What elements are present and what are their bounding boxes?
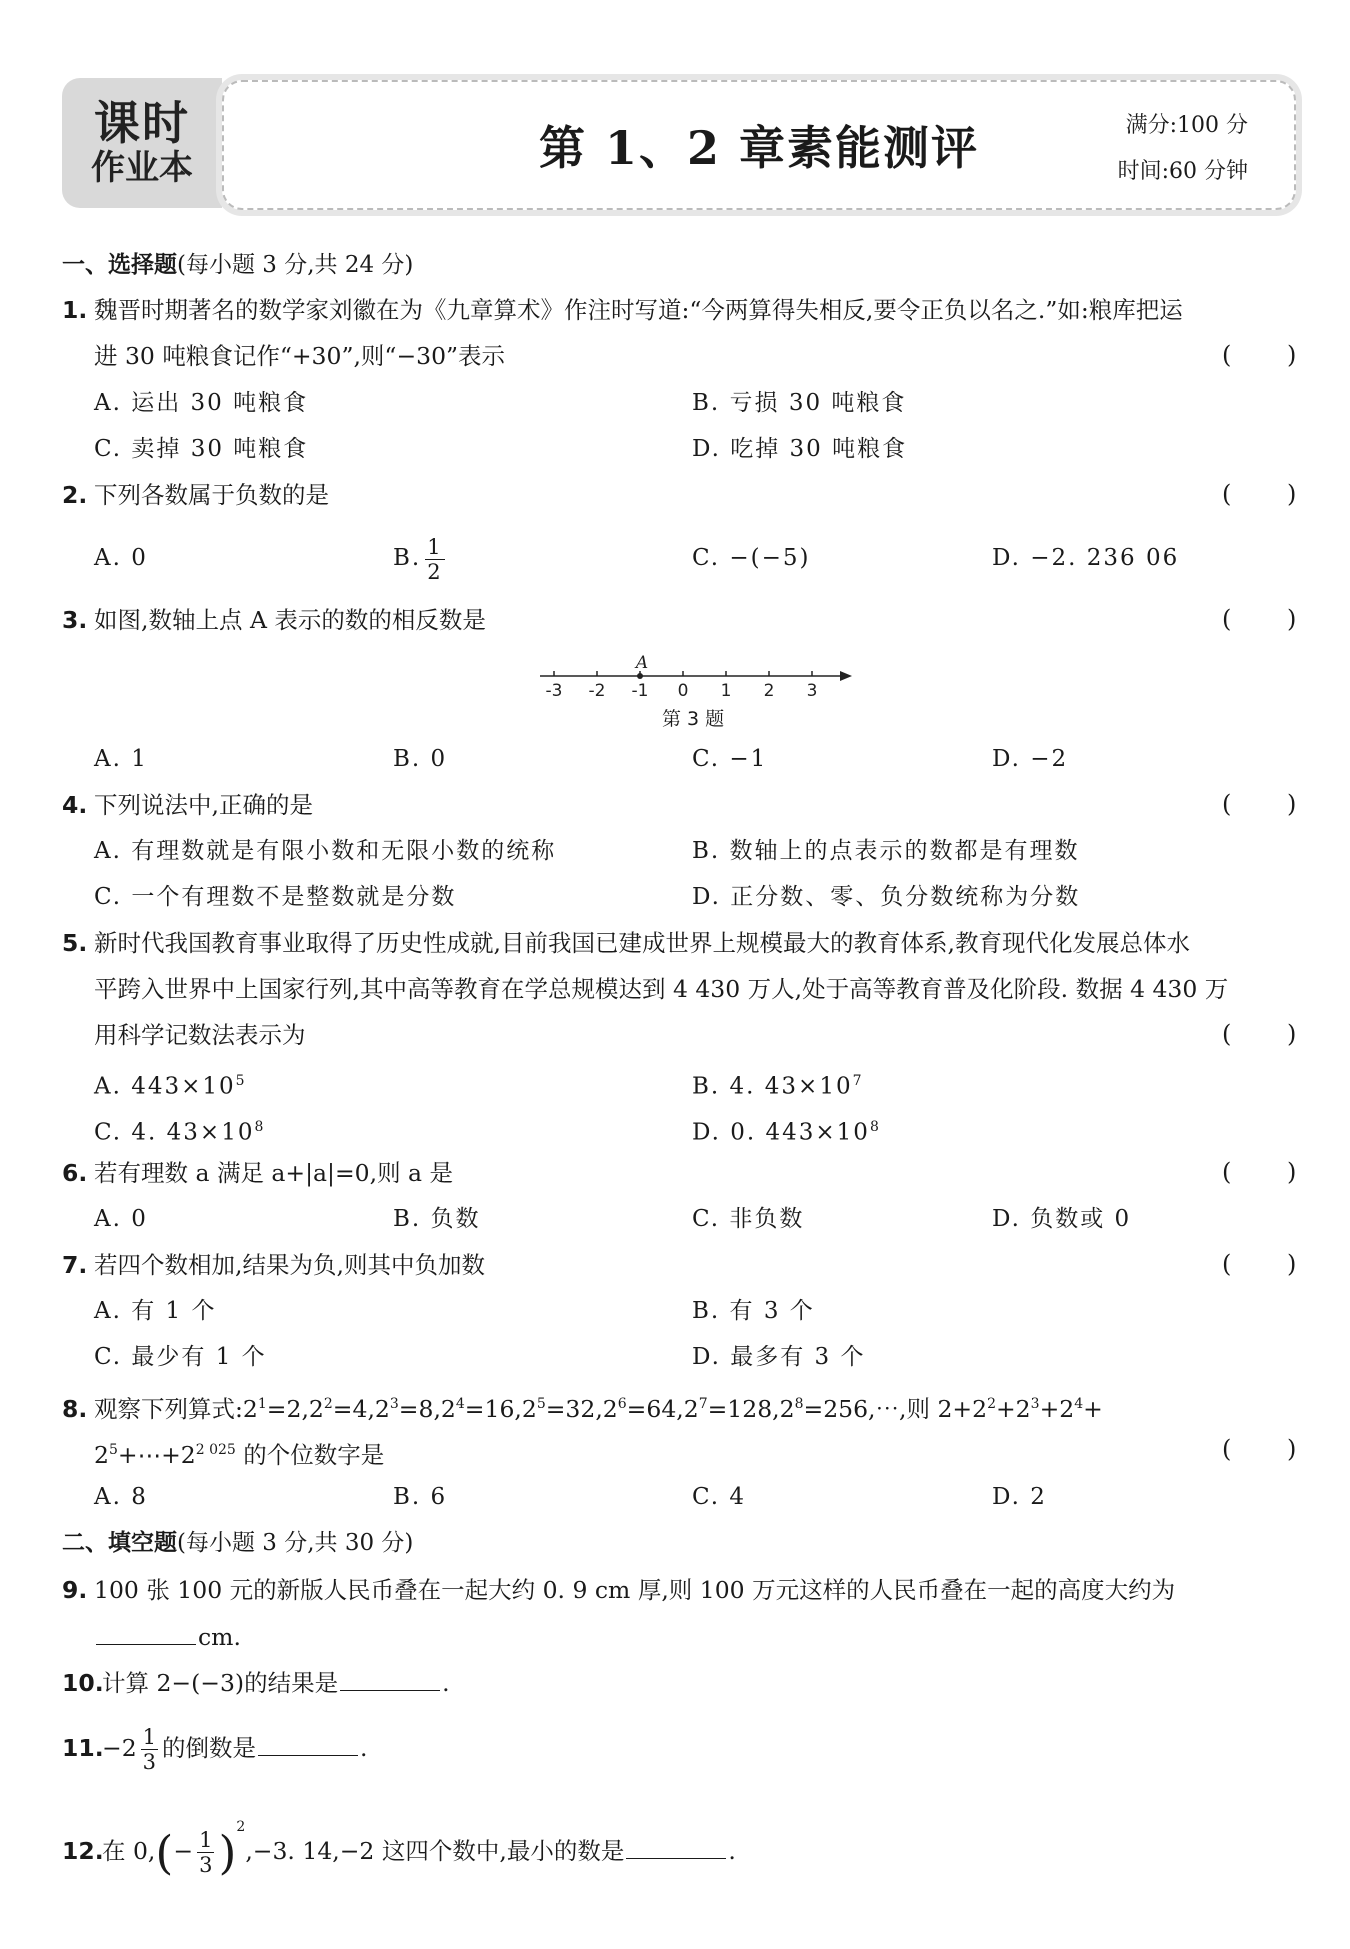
time-label: 时间:60 分钟 xyxy=(1117,159,1248,184)
q8-option-d: D. 2 xyxy=(992,1484,1047,1510)
q2-fraction: $\frac{1}{2}$ xyxy=(427,534,443,584)
q7-option-b: B. 有 3 个 xyxy=(692,1298,815,1324)
q2-option-d: D. −2. 236 06 xyxy=(992,545,1180,571)
q11-answer-blank[interactable] xyxy=(258,1733,358,1756)
q5-line3: 用科学记数法表示为 xyxy=(94,1021,306,1049)
q8-answer-paren: ( ) xyxy=(1222,1435,1321,1463)
number-line-tick-label: 2 xyxy=(763,681,775,701)
q4-option-d: D. 正分数、零、负分数统称为分数 xyxy=(692,884,1081,910)
q9-answer-blank[interactable] xyxy=(96,1622,196,1645)
logo-line2: 作业本 xyxy=(91,148,193,188)
logo-line1: 课时 xyxy=(94,96,190,150)
q4-answer-paren: ( ) xyxy=(1222,790,1321,818)
q7-answer-paren: ( ) xyxy=(1222,1250,1321,1278)
q7-option-c: C. 最少有 1 个 xyxy=(94,1344,267,1370)
q5-line2: 平跨入世界中上国家行列,其中高等教育在学总规模达到 4 430 万人,处于高等教育普及化阶段. 数据 4 430 万 xyxy=(94,975,1229,1003)
number-line-tick-label: -2 xyxy=(588,681,606,701)
q9-line2: cm. xyxy=(94,1622,241,1652)
q2-text: 2. 下列各数属于负数的是 xyxy=(62,481,329,509)
q2-option-a: A. 0 xyxy=(94,545,148,571)
number-line-arrow xyxy=(840,671,852,681)
q10-text: 10.计算 2−(−3)的结果是 . xyxy=(62,1669,450,1697)
q4-option-a: A. 有理数就是有限小数和无限小数的统称 xyxy=(94,838,557,864)
section2-heading: 二、填空题(每小题 3 分,共 30 分) xyxy=(62,1530,414,1556)
q1-option-a: A. 运出 30 吨粮食 xyxy=(94,390,309,416)
title-box xyxy=(222,80,1296,210)
q8-option-b: B. 6 xyxy=(393,1484,448,1510)
q7-text: 7. 若四个数相加,结果为负,则其中负加数 xyxy=(62,1251,485,1279)
q5-answer-paren: ( ) xyxy=(1222,1020,1321,1048)
point-a-label: A xyxy=(635,653,649,673)
q1-option-c: C. 卖掉 30 吨粮食 xyxy=(94,436,309,462)
q2-answer-paren: ( ) xyxy=(1222,480,1321,508)
q6-option-d: D. 负数或 0 xyxy=(992,1206,1132,1232)
q3-figure-caption: 第 3 题 xyxy=(662,708,725,730)
q3-option-b: B. 0 xyxy=(393,746,448,772)
number-line-tick-label: 1 xyxy=(720,681,732,701)
q10-answer-blank[interactable] xyxy=(340,1668,440,1691)
q11-fraction: $\frac{1}{3}$ xyxy=(142,1725,157,1774)
q11-text: 11.−2 $\frac{1}{3}$ 的倒数是 . xyxy=(62,1725,368,1774)
q6-answer-paren: ( ) xyxy=(1222,1158,1321,1186)
q5-option-b: B. 4. $43\times 10^7$ xyxy=(692,1073,864,1100)
q1-line2: 进 30 吨粮食记作“+30”,则“−30”表示 xyxy=(94,342,506,370)
number-line-tick-label: 3 xyxy=(806,681,818,701)
logo xyxy=(62,78,222,208)
score-label: 满分:100 分 xyxy=(1125,113,1248,138)
q1-line1: 1. 魏晋时期著名的数学家刘徽在为《九章算术》作注时写道:“今两算得失相反,要令正负以名之.”如:粮库把运 xyxy=(62,296,1183,324)
q8-line1-text: 观察下列算式$:2^1=2,2^2=4,2^3=8,2^4=16,2^5=32,2^6=64,2^7=128,2^8=256,\cdots$,则 $2+2^2+2^3+2^4+$ xyxy=(94,1394,1103,1423)
q3-option-d: D. −2 xyxy=(992,746,1069,772)
q8-line2: $2^5+\cdots+2^{2 025}$ 的个位数字是 xyxy=(94,1440,385,1469)
q3-option-a: A. 1 xyxy=(94,746,148,772)
q6-option-c: C. 非负数 xyxy=(692,1206,805,1232)
q9-line1: 9. 100 张 100 元的新版人民币叠在一起大约 0. 9 cm 厚,则 100 万元这样的人民币叠在一起的高度大约为 xyxy=(62,1576,1176,1604)
q7-option-a: A. 有 1 个 xyxy=(94,1298,217,1324)
q5-option-d: D. 0. $443\times 10^8$ xyxy=(692,1119,881,1146)
q5-option-a: A. $443\times 10^5$ xyxy=(94,1073,247,1100)
q3-text: 3. 如图,数轴上点 A 表示的数的相反数是 xyxy=(62,606,486,634)
q4-text: 4. 下列说法中,正确的是 xyxy=(62,791,313,819)
q4-option-b: B. 数轴上的点表示的数都是有理数 xyxy=(692,838,1080,864)
q8-option-c: C. 4 xyxy=(692,1484,747,1510)
q6-option-a: A. 0 xyxy=(94,1206,148,1232)
section1-heading: 一、选择题(每小题 3 分,共 24 分) xyxy=(62,252,414,278)
q12-fraction: $\frac{1}{3}$ xyxy=(199,1828,213,1877)
q8-option-a: A. 8 xyxy=(94,1484,148,1510)
q3-option-c: C. −1 xyxy=(692,746,768,772)
q1-option-b: B. 亏损 30 吨粮食 xyxy=(692,390,907,416)
point-a-marker xyxy=(637,673,643,679)
number-line-tick-label: -1 xyxy=(631,681,649,701)
number-line-tick-label: 0 xyxy=(677,681,689,701)
q8-line1: 8. 观察下列算式$:2^1=2,2^2=4,2^3=8,2^4=16,2^5=32,2^6=64,2^7=128,2^8=256,\cdots$,则 $2+2^2+2^3+2^4+$ xyxy=(62,1394,1103,1423)
page-title: 第 1、2 章素能测评 xyxy=(538,121,980,175)
q1-option-d: D. 吃掉 30 吨粮食 xyxy=(692,436,908,462)
q1-answer-paren: ( ) xyxy=(1222,341,1321,369)
q7-option-d: D. 最多有 3 个 xyxy=(692,1344,866,1370)
q5-option-c: C. 4. $43\times 10^8$ xyxy=(94,1119,266,1146)
q5-line1: 5. 新时代我国教育事业取得了历史性成就,目前我国已建成世界上规模最大的教育体系,教育现代化发展总体水 xyxy=(62,929,1190,957)
q6-option-b: B. 负数 xyxy=(393,1206,481,1232)
q2-option-c: C. −(−5) xyxy=(692,545,811,571)
q3-answer-paren: ( ) xyxy=(1222,605,1321,633)
number-line-tick-label: -3 xyxy=(545,681,563,701)
q2-option-b: B. $\frac{1}{2}$ xyxy=(393,534,443,584)
q6-text: 6. 若有理数 a 满足 a+|a|=0,则 a 是 xyxy=(62,1159,454,1187)
q4-option-c: C. 一个有理数不是整数就是分数 xyxy=(94,884,457,910)
q12-answer-blank[interactable] xyxy=(626,1836,726,1859)
number-line-figure xyxy=(540,652,860,708)
q12-text: 12.在 0,(− $\frac{1}{3}$ )$^2$,−3. 14,−2 这四个数中,最小的数是 . xyxy=(62,1819,736,1880)
